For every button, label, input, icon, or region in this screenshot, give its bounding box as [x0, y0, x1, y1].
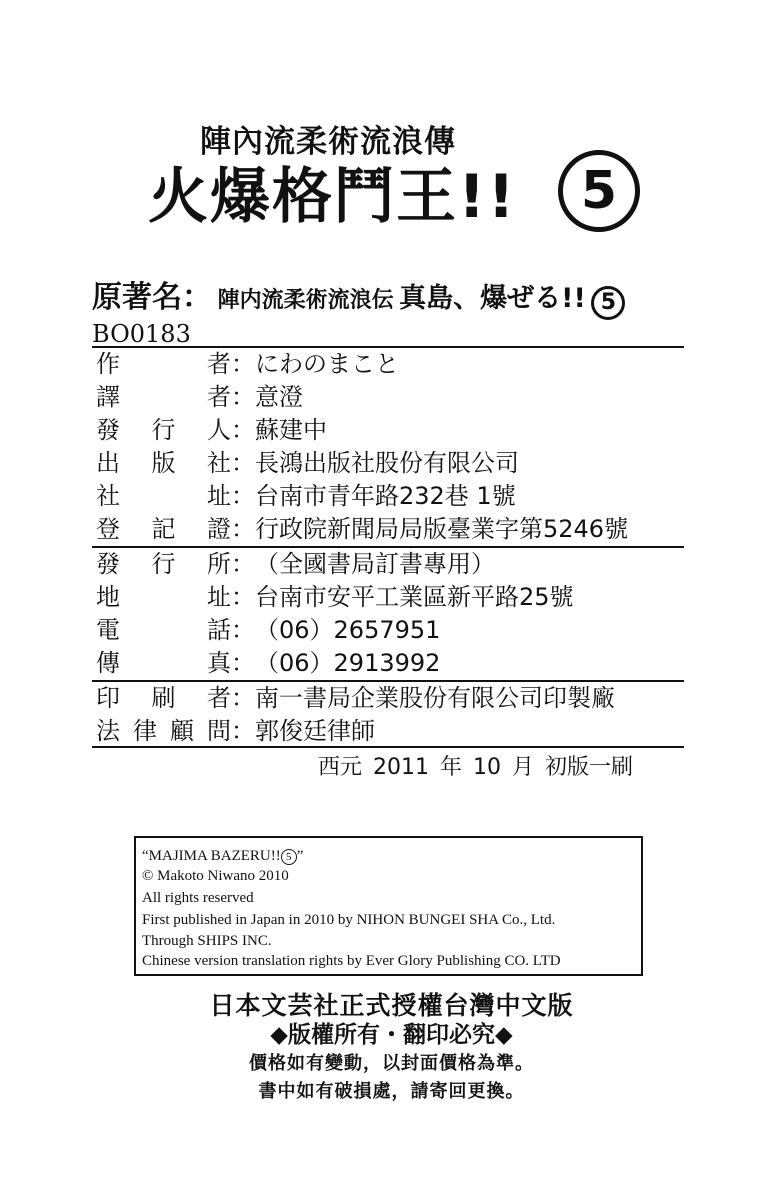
credit-value: にわのまこと — [255, 350, 399, 378]
credit-label: 發 行 人 — [96, 416, 231, 444]
original-title-label: 原著名： — [92, 280, 212, 315]
book-code: BO0183 — [92, 320, 191, 348]
copyright-title-close: ” — [296, 848, 304, 864]
credit-value: （06）2657951 — [255, 616, 441, 644]
credit-value: 郭俊廷律師 — [255, 717, 375, 745]
credit-separator: ： — [231, 616, 255, 644]
credit-separator: ： — [231, 515, 255, 543]
credit-label: 地 址 — [96, 583, 231, 611]
credit-label: 出 版 社 — [96, 449, 231, 477]
credit-row — [96, 614, 686, 647]
credit-value: （06）2913992 — [255, 649, 441, 677]
credit-separator: ： — [231, 717, 255, 745]
credit-row — [96, 414, 686, 447]
copyright-volume-badge: 5 — [281, 849, 297, 865]
credit-value: 南一書局企業股份有限公司印製廠 — [255, 684, 615, 712]
credit-value: 台南市青年路232巷 1號 — [255, 482, 516, 510]
credit-value: 蘇建中 — [255, 416, 327, 444]
credit-label: 電 話 — [96, 616, 231, 644]
credits-list-printing — [96, 682, 686, 748]
original-title-name: 真島、爆ぜる!! — [399, 283, 586, 314]
original-title-series: 陣内流柔術流浪伝 — [217, 288, 394, 313]
credit-row — [96, 447, 686, 480]
credits-list-publishing — [96, 348, 686, 546]
license-statement: 日本文芸社正式授權台灣中文版 — [209, 991, 574, 1020]
credit-label: 法 律 顧 問 — [96, 717, 231, 745]
credit-label: 發 行 所 — [96, 550, 231, 578]
credit-row — [96, 581, 686, 614]
credit-value: 台南市安平工業區新平路25號 — [255, 583, 574, 611]
credit-separator: ： — [231, 482, 255, 510]
rights-reserved: All rights reserved — [142, 890, 254, 906]
credit-separator: ： — [231, 416, 255, 444]
damage-note: 書中如有破損處，請寄回更換。 — [258, 1081, 525, 1102]
credits-list-distribution — [96, 548, 686, 680]
credit-row — [96, 647, 686, 680]
credit-separator: ： — [231, 383, 255, 411]
credit-label: 作 者 — [96, 350, 231, 378]
copyright-original-title — [142, 846, 303, 866]
edition-date: 西元 2011 年 10 月 初版一刷 — [318, 755, 633, 780]
credit-label: 譯 者 — [96, 383, 231, 411]
series-subtitle: 陣內流柔術流浪傳 — [200, 124, 456, 160]
original-volume-badge: 5 — [591, 286, 625, 320]
credit-row — [96, 480, 686, 513]
credit-label: 登 記 證 — [96, 515, 231, 543]
divider — [92, 746, 684, 748]
volume-badge: 5 — [558, 150, 640, 232]
credit-value: （全國書局訂書專用） — [255, 550, 495, 578]
credit-row — [96, 513, 686, 546]
credit-separator: ： — [231, 350, 255, 378]
credit-label: 傳 真 — [96, 649, 231, 677]
first-published: First published in Japan in 2010 by NIHON BUNGEI SHA Co., Ltd. — [142, 912, 556, 928]
copyright-notice: © Makoto Niwano 2010 — [142, 868, 289, 884]
agency: Through SHIPS INC. — [142, 933, 272, 949]
copyright-title-text: “MAJIMA BAZERU!! — [142, 848, 281, 864]
credit-separator: ： — [231, 684, 255, 712]
credit-row — [96, 381, 686, 414]
rights-statement: ◆版權所有・翻印必究◆ — [270, 1022, 513, 1048]
translation-rights: Chinese version translation rights by Ever Glory Publishing CO. LTD — [142, 953, 561, 969]
price-note: 價格如有變動，以封面價格為準。 — [249, 1053, 534, 1074]
credit-separator: ： — [231, 583, 255, 611]
credit-label: 印 刷 者 — [96, 684, 231, 712]
book-title: 火爆格鬥王!! — [148, 162, 517, 232]
credit-row — [96, 715, 686, 748]
credit-separator: ： — [231, 449, 255, 477]
credit-separator: ： — [231, 649, 255, 677]
credit-separator: ： — [231, 550, 255, 578]
credit-value: 意澄 — [255, 383, 303, 411]
credit-row — [96, 548, 686, 581]
credit-value: 長鴻出版社股份有限公司 — [255, 449, 519, 477]
original-title-line — [92, 272, 625, 320]
credit-row — [96, 348, 686, 381]
credit-value: 行政院新聞局局版臺業字第5246號 — [255, 515, 629, 543]
copyright-box — [134, 836, 643, 976]
credit-label: 社 址 — [96, 482, 231, 510]
credit-row — [96, 682, 686, 715]
